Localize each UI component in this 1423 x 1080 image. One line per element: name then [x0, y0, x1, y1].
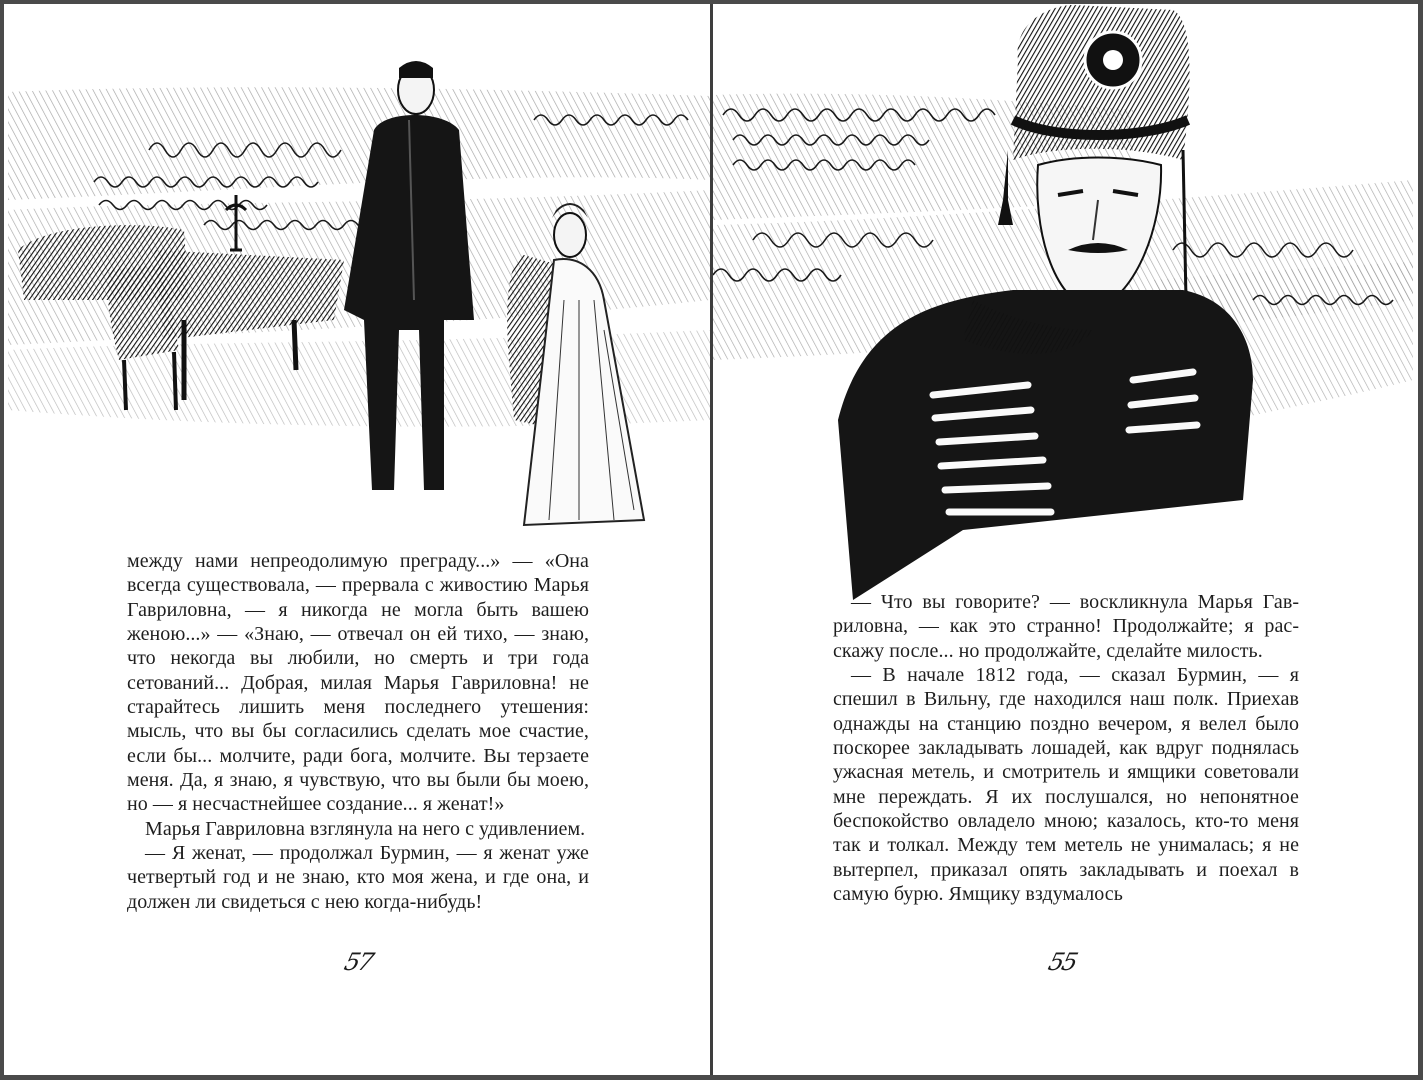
officer-and-lady-drawing-icon: [4, 0, 710, 600]
left-page-text: [127, 549, 589, 914]
paragraph: Марья Гавриловна взглянула на него с удивлением.: [145, 817, 586, 840]
paragraph: — Я женат, — продолжал Бурмин, — я женат уже четвертый год и не знаю, кто моя жена, и где она, и должен ли свидеться с нею когда-нибудь!: [127, 842, 589, 913]
right-page-text: [833, 590, 1299, 906]
page-number: 57: [341, 948, 376, 976]
page-number: 55: [1045, 948, 1080, 976]
right-page: [713, 0, 1418, 1080]
right-illustration: [713, 0, 1418, 600]
paragraph: — Что вы говорите? — воскликнула Марья Гавриловна, — как это странно! Продолжайте; я расскажу после... но продолжайте, сделайте милость.: [833, 591, 1299, 662]
paragraph: между нами непреодолимую преграду...» — «Она всегда существовала, — прервала с живостию Марья Гавриловна, — я никогда не могла быть вашею женою...» — «Знаю, — отвечал он ей тихо, — знаю, что некогда вы любили, но смерть и три года сетований... Добрая, милая Марья Гавриловна! не старайтесь лишить меня последнего утешения: мысль, что вы бы согласились сделать мое счастие, если бы... молчите, ради бога, молчите. Вы терзаете меня. Да, я знаю, я чувствую, что вы были бы моею, но — я несчастнейшее создание... я женат!»: [127, 550, 589, 816]
left-illustration: [4, 0, 710, 600]
paragraph: — В начале 1812 года, — сказал Бурмин, — я спешил в Вильну, где находился наш полк. Приехав однажды на станцию поздно вечером, я велел было поскорее закладывать лошадей, как вдруг поднялась ужасная метель, и смотритель и ямщики советовали мне переждать. Я их послушался, но непонятное беспокойство овладело мною; казалось, кто-то меня так и толкал. Между тем метель не унималась; я не вытерпел, приказал опять закладывать и поехал в самую бурю. Ямщику вздумалось: [833, 664, 1299, 906]
left-page: [4, 0, 710, 1080]
hussar-portrait-drawing-icon: [713, 0, 1418, 600]
book-spine: [710, 0, 713, 1080]
